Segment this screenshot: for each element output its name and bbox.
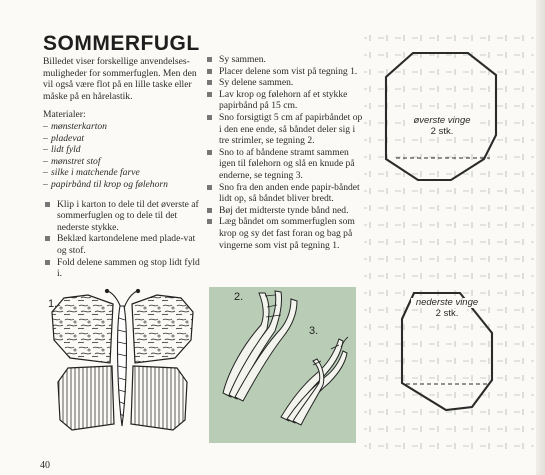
step-item: Sno fra den anden ende papir-båndet lidt op, så båndet bliver bredt. — [205, 182, 365, 205]
material-item: – silke i matchende farve — [43, 167, 203, 179]
material-item: – mønstret stof — [43, 156, 203, 168]
material-item: – papirbånd til krop og følehorn — [43, 179, 203, 191]
lower-wing-count: 2 stk. — [427, 309, 467, 319]
pattern-grid — [364, 35, 534, 455]
steps-list-right — [205, 54, 365, 251]
page-edge — [536, 0, 545, 475]
ribbon-twist-1 — [281, 339, 343, 421]
step-item: Lav krop og følehorn af et stykke papirbånd på 15 cm. — [205, 89, 365, 112]
steps-list-left — [43, 199, 203, 280]
ribbon-drawings — [209, 287, 356, 443]
step-item: Sno to af båndene stramt sammen igen til følehorn og slå en knude på enderne, se tegning 3. — [205, 147, 365, 182]
page-number: 40 — [40, 460, 50, 471]
step-item: Placer delene som vist på tegning 1. — [205, 66, 365, 78]
right-text-column — [205, 54, 365, 251]
lower-right-wing — [131, 366, 187, 430]
step-item: Sno forsigtigt 5 cm af papirbåndet op i den ene ende, så båndet deler sig i tre strimler, se tegning 2. — [205, 112, 365, 147]
step-item: Bøj det midterste tynde bånd ned. — [205, 205, 365, 217]
figure-2-label: 2. — [234, 291, 244, 303]
figure-3-label: 3. — [309, 325, 319, 337]
lower-wing-label: nederste vinge — [411, 298, 483, 308]
upper-wing-label: øverste vinge — [408, 116, 476, 126]
step-item: Fold delene sammen og stop lidt fyld i. — [43, 257, 203, 280]
lower-left-wing — [58, 366, 114, 430]
step-item: Sy delene sammen. — [205, 77, 365, 89]
material-item: – lidt fyld — [43, 144, 203, 156]
figure-1-label: 1. — [48, 298, 58, 310]
page-title: SOMMERFUGL — [43, 32, 200, 55]
step-item: Beklæd kartondelene med plade-vat og stof. — [43, 233, 203, 256]
butterfly-drawing — [50, 288, 200, 438]
step-item: Sy sammen. — [205, 54, 365, 66]
upper-wing-count: 2 stk. — [422, 127, 462, 137]
intro-paragraph: Billedet viser forskellige anvendelses-muligheder for sommerfuglen. Men den vil også være flot på en lille taske eller måske på en hårelastik. — [43, 56, 197, 102]
upper-right-wing — [132, 295, 193, 363]
step-item: Læg båndet om sommerfuglen som krop og sy det fast foran og bag på vingerne som vist på tegning 1. — [205, 216, 365, 251]
materials-list — [43, 121, 203, 191]
material-item: – mønsterkarton — [43, 121, 203, 133]
step-item: Klip i karton to dele til det øverste af sommerfuglen og to dele til det nederste stykke. — [43, 199, 203, 234]
left-text-column — [43, 56, 203, 280]
materials-heading: Materialer: — [43, 109, 86, 121]
material-item: – pladevat — [43, 133, 203, 145]
upper-left-wing — [52, 295, 113, 363]
